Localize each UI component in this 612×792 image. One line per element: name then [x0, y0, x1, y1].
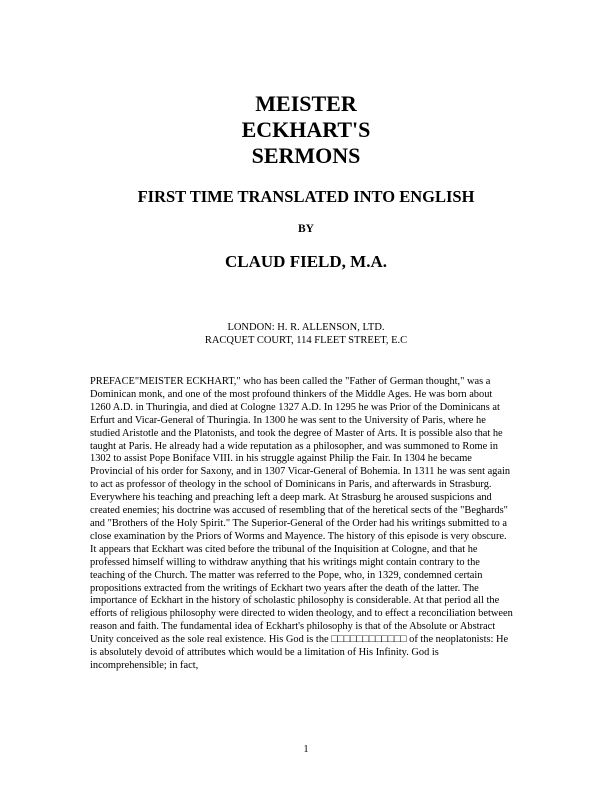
imprint-line-1: LONDON: H. R. ALLENSON, LTD.: [227, 322, 385, 333]
page-number: 1: [303, 744, 309, 755]
title-line-2: ECKHART'S: [241, 117, 371, 142]
subtitle: FIRST TIME TRANSLATED INTO ENGLISH: [137, 187, 475, 206]
imprint-line-2: RACQUET COURT, 114 FLEET STREET, E.C: [204, 335, 408, 346]
title-line-3: SERMONS: [251, 143, 361, 168]
preface-body-text: PREFACE"MEISTER ECKHART," who has been called the "Father of German thought," was a Dominican monk, and one of the most profound thinkers of the Middle Ages. He was born about 1260 A.D. in Thuringia, and died at Cologne 1327 A.D. In 1295 he was Prior of the Dominicans at Erfurt and Vicar-General of Thuringia. In 1300 he was sent to the University of Paris, where he studied Aristotle and the Platonists, and took the degree of Master of Arts. It is possible also that he taught at Paris. He already had a wide reputation as a philosopher, and was summoned to Rome in 1302 to assist Pope Boniface VIII. in his struggle against Philip the Fair. In 1304 he became Provincial of his order for Saxony, and in 1307 Vicar-General of Bohemia. In 1311 he was sent again to act as professor of theology in the school of Dominicans in Paris, and afterwards in Strasburg. Everywhere his teaching and preaching left a deep mark. At Strasburg he aroused suspicions and created enemies; his doctrine was accused of resembling that of the heretical sects of the "Beghards" and "Brothers of the Holy Spirit." The Superior-General of the Order had his writings submitted to a close examination by the Priors of Worms and Mayence. The history of this episode is very obscure. It appears that Eckhart was cited before the tribunal of the Inquisition at Cologne, and that he professed himself willing to withdraw anything that his writings might contain contrary to the teaching of the Church. The matter was referred to the Pope, who, in 1329, condemned certain propositions extracted from the writings of Eckhart two years after the death of the latter. The importance of Eckhart in the history of scholastic philosophy is considerable. At that period all the efforts of religious philosophy were directed to widen theology, and to effect a reconciliation between reason and faith. The fundamental idea of Eckhart's philosophy is that of the Absolute or Abstract Unity conceived as the sole real existence. His God is the □□□□□□□□□□□□ of the neoplatonists: He is absolutely devoid of attributes which would be a limitation of His Infinity. God is incomprehensible; in fact,: [90, 376, 513, 671]
title-line-1: MEISTER: [255, 91, 357, 116]
by-line: BY: [298, 223, 314, 235]
author-name: CLAUD FIELD, M.A.: [225, 252, 387, 271]
imprint: [0, 321, 612, 347]
